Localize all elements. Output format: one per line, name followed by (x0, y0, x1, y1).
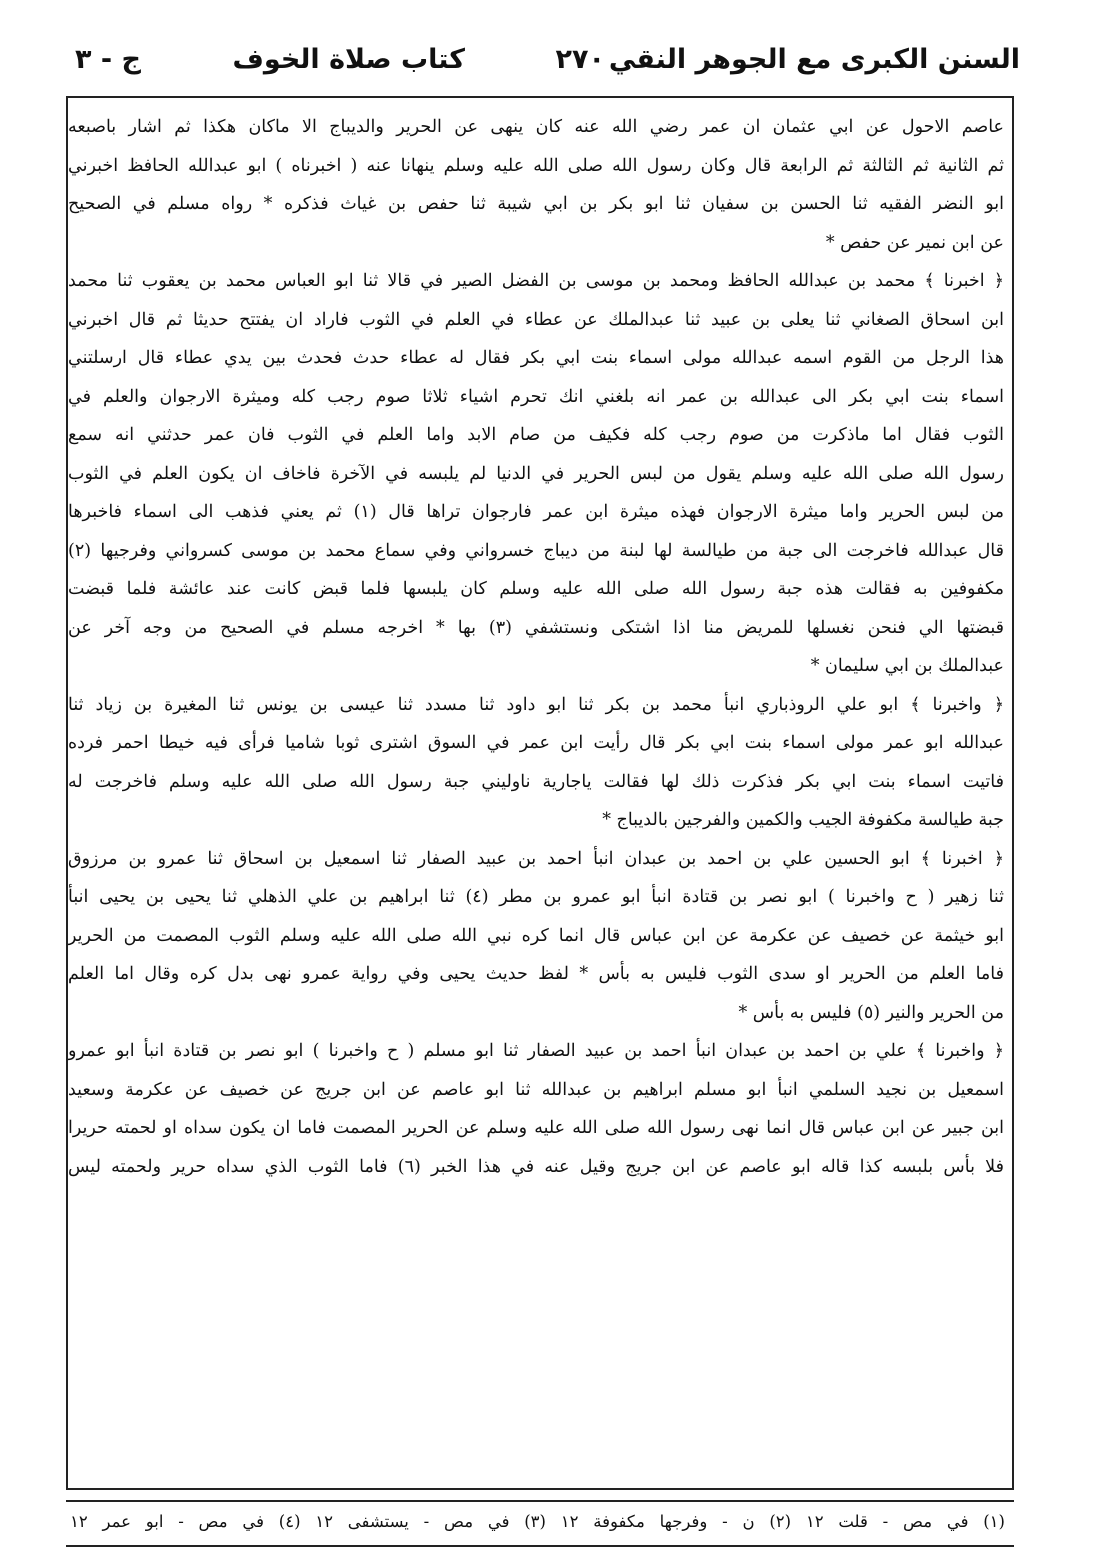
text-line: اسمعيل بن نجيد السلمي انبأ ابو مسلم ابراهيم بن عبدالله ثنا ابو عاصم عن ابن جريج عن خصيف عن عكرمة وسعيد (68, 1079, 1004, 1100)
main-text (68, 108, 1004, 1186)
text-line: من الحرير والنير (٥) فليس به بأس * (738, 1002, 1004, 1023)
text-line: من لبس الحرير واما ميثرة الارجوان فهذه ميثرة ابن عمر فارجوان تراها قال (١) ثم يعني فذهب الى اسماء فاخبرها (68, 502, 1004, 522)
text-line: ثنا زهير ( ح واخبرنا ) ابو نصر بن قتادة انبأ ابو عمرو بن مطر (٤) ثنا ابراهيم بن علي الذهلي ثنا يحيى بن يحيى انبأ (68, 887, 1004, 907)
chapter-title: كتاب صلاة الخوف (232, 44, 465, 75)
text-line: فاتيت اسماء بنت ابي بكر فذكرت ذلك لها فقالت ياجارية ناوليني جبة رسول الله صلى الله عليه وسلم فاخرجت له (68, 771, 1004, 792)
text-line: قال عبدالله فاخرجت الى جبة من طيالسة لها لبنة من ديباج خسرواني وفي سماع محمد بن موسى كسرواني وفرجيها (٢) (68, 540, 1004, 561)
text-line: ﴿ واخبرنا ﴾ ابو علي الروذباري انبأ محمد بن بكر ثنا ابو داود ثنا مسدد ثنا عيسى بن يونس ثنا المغيرة بن زياد ثنا (68, 694, 1004, 715)
page-header (60, 38, 1020, 88)
text-line: فلا بأس بلبسه كذا قاله ابو عاصم عن ابن جريج وقيل عنه في هذا الخبر (٦) فاما الثوب الذي سداه حرير ولحمته ليس (68, 1156, 1004, 1177)
book-title: السنن الكبرى مع الجوهر النقي (608, 44, 1020, 75)
footnotes: (١) في مص - قلت ١٢ (٢) ن - وفرجها مكفوفة ١٢ (٣) في مص - يستشفى ١٢ (٤) في مص - ابو عمر ١٢ (70, 1512, 1005, 1531)
text-line: عاصم الاحول عن ابي عثمان ان عمر رضي الله عنه كان ينهى عن الحرير والديباج الا ماكان هكذا ثم اشار باصبعه (68, 117, 1004, 137)
text-line: ابن جبير عن ابن عباس قال انما نهى رسول الله صلى الله عليه وسلم عن الحرير المصمت فاما ان يكون سداه او لحمته حريرا (68, 1118, 1004, 1138)
footnote-divider (66, 1500, 1014, 1502)
text-line: عبدالملك بن ابي سليمان * (810, 656, 1004, 676)
text-line: عن ابن نمير عن حفص * (825, 232, 1004, 253)
text-line: ﴿ اخبرنا ﴾ محمد بن عبدالله الحافظ ومحمد بن موسى بن الفضل الصير في قالا ثنا ابو العباس محمد بن يعقوب ثنا محمد (68, 271, 1004, 291)
text-line: ابو النضر الفقيه ثنا الحسن بن سفيان ثنا ابو بكر بن ابي شيبة ثنا حفص بن غياث فذكره * رواه مسلم في الصحيح (68, 194, 1004, 214)
text-line: هذا الرجل من القوم اسمه عبدالله مولى اسماء بنت ابي بكر فقال له عطاء حدث فحدث بين يدي عطاء قال ارسلتني (68, 348, 1004, 368)
text-line: مكفوفين به فقالت هذه جبة رسول الله صلى الله عليه وسلم كان يلبسها فلما قبض كانت عند عائشة فلما قبضت (68, 579, 1004, 599)
text-line: ﴿ اخبرنا ﴾ ابو الحسين علي بن احمد بن عبدان انبأ احمد بن عبيد الصفار ثنا اسمعيل بن اسحاق ثنا عمرو بن مرزوق (68, 848, 1004, 869)
text-line: فاما العلم من الحرير او سدى الثوب فليس به بأس * لفظ حديث يحيى وفي رواية عمرو نهى بدل كره وقال اما العلم (68, 964, 1004, 984)
text-line: عبدالله ابو عمر مولى اسماء بنت ابي بكر قال رأيت ابن عمر في السوق اشترى ثوبا شاميا فرأى فيه خيطا احمر فرده (68, 733, 1004, 753)
text-line: قبضتها الي فنحن نغسلها للمريض منا اذا اشتكى ونستشفي (٣) بها * اخرجه مسلم في الصحيح من وجه آخر عن (68, 617, 1004, 638)
text-line: ابو خيثمة عن خصيف عن عكرمة عن ابن عباس قال انما كره نبي الله صلى الله عليه وسلم الثوب المصمت من الحرير (68, 925, 1004, 946)
text-line: جبة طيالسة مكفوفة الجيب والكمين والفرجين بالديباج * (602, 810, 1004, 830)
footnote-bottom-rule (66, 1545, 1014, 1547)
text-line: ثم الثانية ثم الثالثة ثم الرابعة قال وكان رسول الله صلى الله عليه وسلم ينهانا عنه ( اخبرناه ) ابو عبدالله الحافظ اخبرني (68, 155, 1004, 176)
volume-label: ج - ٣ (75, 44, 141, 75)
text-line: رسول الله صلى الله عليه وسلم يقول من لبس الحرير في الدنيا لم يلبسه في الآخرة فاخاف ان يكون العلم في الثوب (68, 463, 1004, 484)
text-line: ابن اسحاق الصغاني ثنا يعلى بن عبيد ثنا عبدالملك عن عطاء في العلم في الثوب فاراد ان يفتتح حديثا ثم قال اخبرني (68, 309, 1004, 330)
page-number: ٢٧٠ (555, 44, 605, 75)
text-line: ﴿ واخبرنا ﴾ علي بن احمد بن عبدان انبأ احمد بن عبيد الصفار ثنا ابو مسلم ( ح واخبرنا ) ابو نصر بن قتادة انبأ ابو عمرو (68, 1041, 1004, 1061)
text-line: اسماء بنت ابي بكر الى عبدالله بن عمر انه بلغني انك تحرم اشياء ثلاثا صوم رجب كله وميثرة الارجوان والعلم في (68, 386, 1004, 407)
text-line: الثوب فقال اما ماذكرت من صوم رجب كله فكيف من صام الابد واما العلم في الثوب فان عمر حدثني انه سمع (68, 425, 1004, 445)
